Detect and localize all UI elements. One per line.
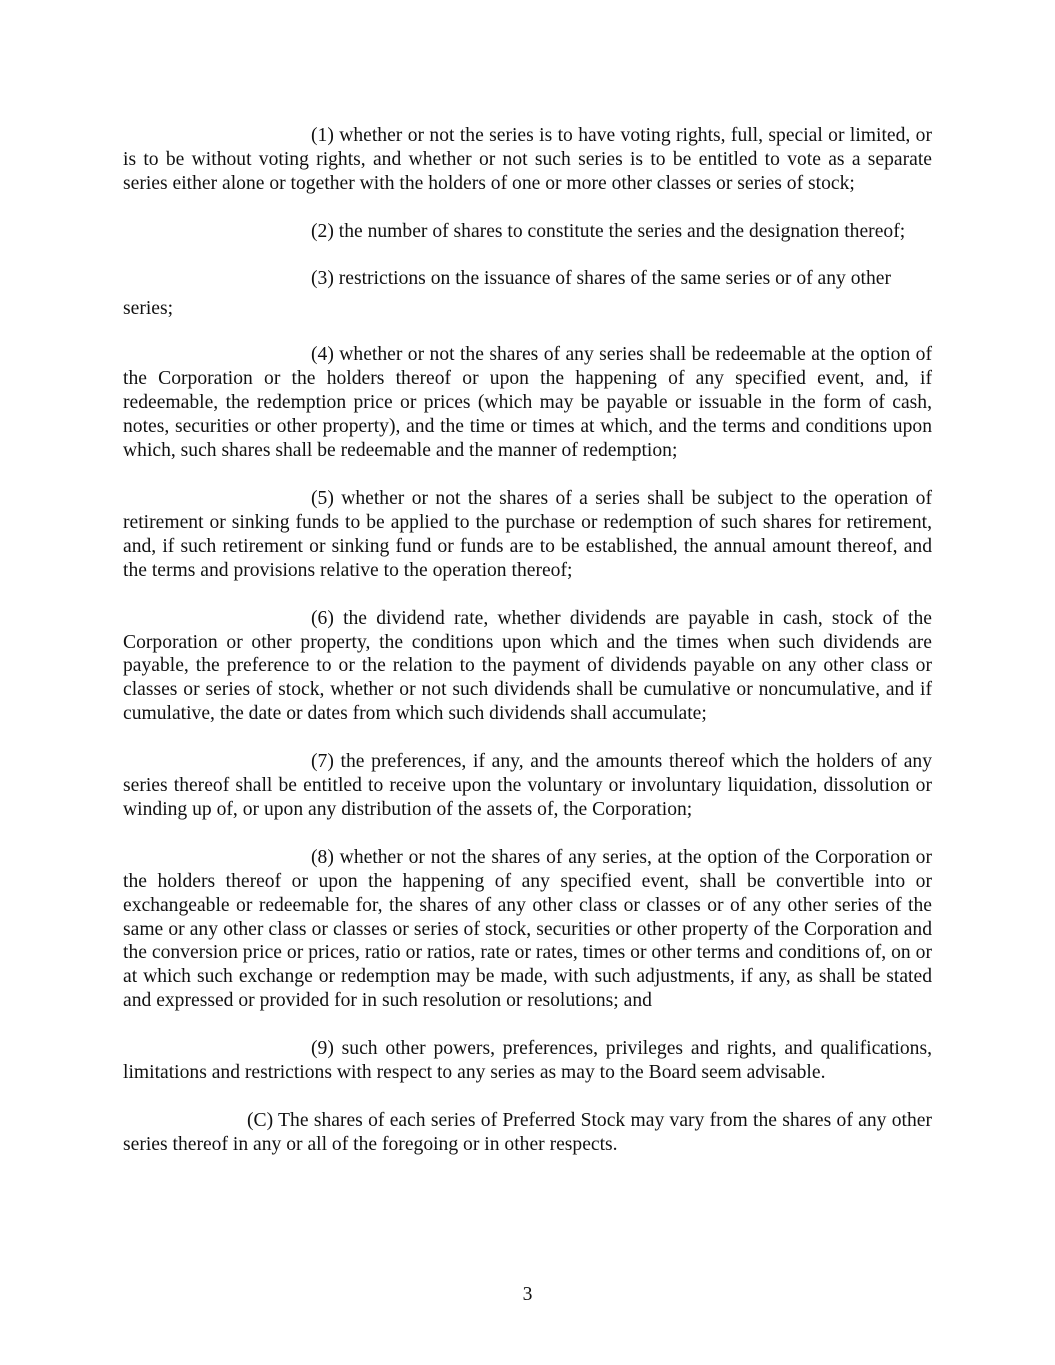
clause-9: (9) such other powers, preferences, privileges and rights, and qualifications, limitations and restrictions with respect to any series as may to the Board seem advisable. (123, 1038, 932, 1084)
page-number: 3 (522, 1284, 533, 1305)
section-c: (C) The shares of each series of Preferred Stock may vary from the shares of any other series thereof in any or all of the foregoing or in other respects. (123, 1110, 932, 1155)
clause-8: (8) whether or not the shares of any series, at the option of the Corporation or the holders thereof or upon the happening of any specified event, shall be convertible into or exchangeable or redeemable for, the shares of any other class or classes or of any other series of the same or any other class or classes or series of stock, securities or other property of the Corporation and the conversion price or prices, ratio or ratios, rate or rates, times or other terms and conditions of, on or at which such exchange or redemption may be made, with such adjustments, if any, as shall be stated and expressed or provided for in such resolution or resolutions; and (123, 846, 932, 1012)
clause-3-continuation: series; (123, 297, 174, 319)
clause-6: (6) the dividend rate, whether dividends are payable in cash, stock of the Corporation or other property, the conditions upon which and the times when such dividends are payable, the preference to or the relation to the payment of dividends payable on any other class or classes or series of stock, whether or not such dividends shall be cumulative or noncumulative, and if cumulative, the date or dates from which such dividends shall accumulate; (123, 607, 932, 725)
clause-5: (5) whether or not the shares of a series shall be subject to the operation of retirement or sinking funds to be applied to the purchase or redemption of such shares for retirement, and, if such retirement or sinking fund or funds are to be established, the annual amount thereof, and the terms and provisions relative to the operation thereof; (123, 487, 932, 581)
clause-1: (1) whether or not the series is to have voting rights, full, special or limited, or is to be without voting rights, and whether or not such series is to be entitled to vote as a separate series either alone or together with the holders of one or more other classes or series of stock; (123, 125, 932, 194)
clause-2: (2) the number of shares to constitute the series and the designation thereof; (311, 220, 906, 242)
document-body (123, 124, 932, 1157)
clause-7: (7) the preferences, if any, and the amounts thereof which the holders of any series thereof shall be entitled to receive upon the voluntary or involuntary liquidation, dissolution or winding up of, or upon any distribution of the assets of, the Corporation; (123, 751, 932, 820)
clause-4: (4) whether or not the shares of any series shall be redeemable at the option of the Corporation or the holders thereof or upon the happening of any specified event, and, if redeemable, the redemption price or prices (which may be payable or issuable in the form of cash, notes, securities or other property), and the time or times at which, and the terms and conditions upon which, such shares shall be redeemable and the manner of redemption; (123, 344, 932, 462)
clause-3: (3) restrictions on the issuance of shares of the same series or of any other (311, 267, 892, 289)
